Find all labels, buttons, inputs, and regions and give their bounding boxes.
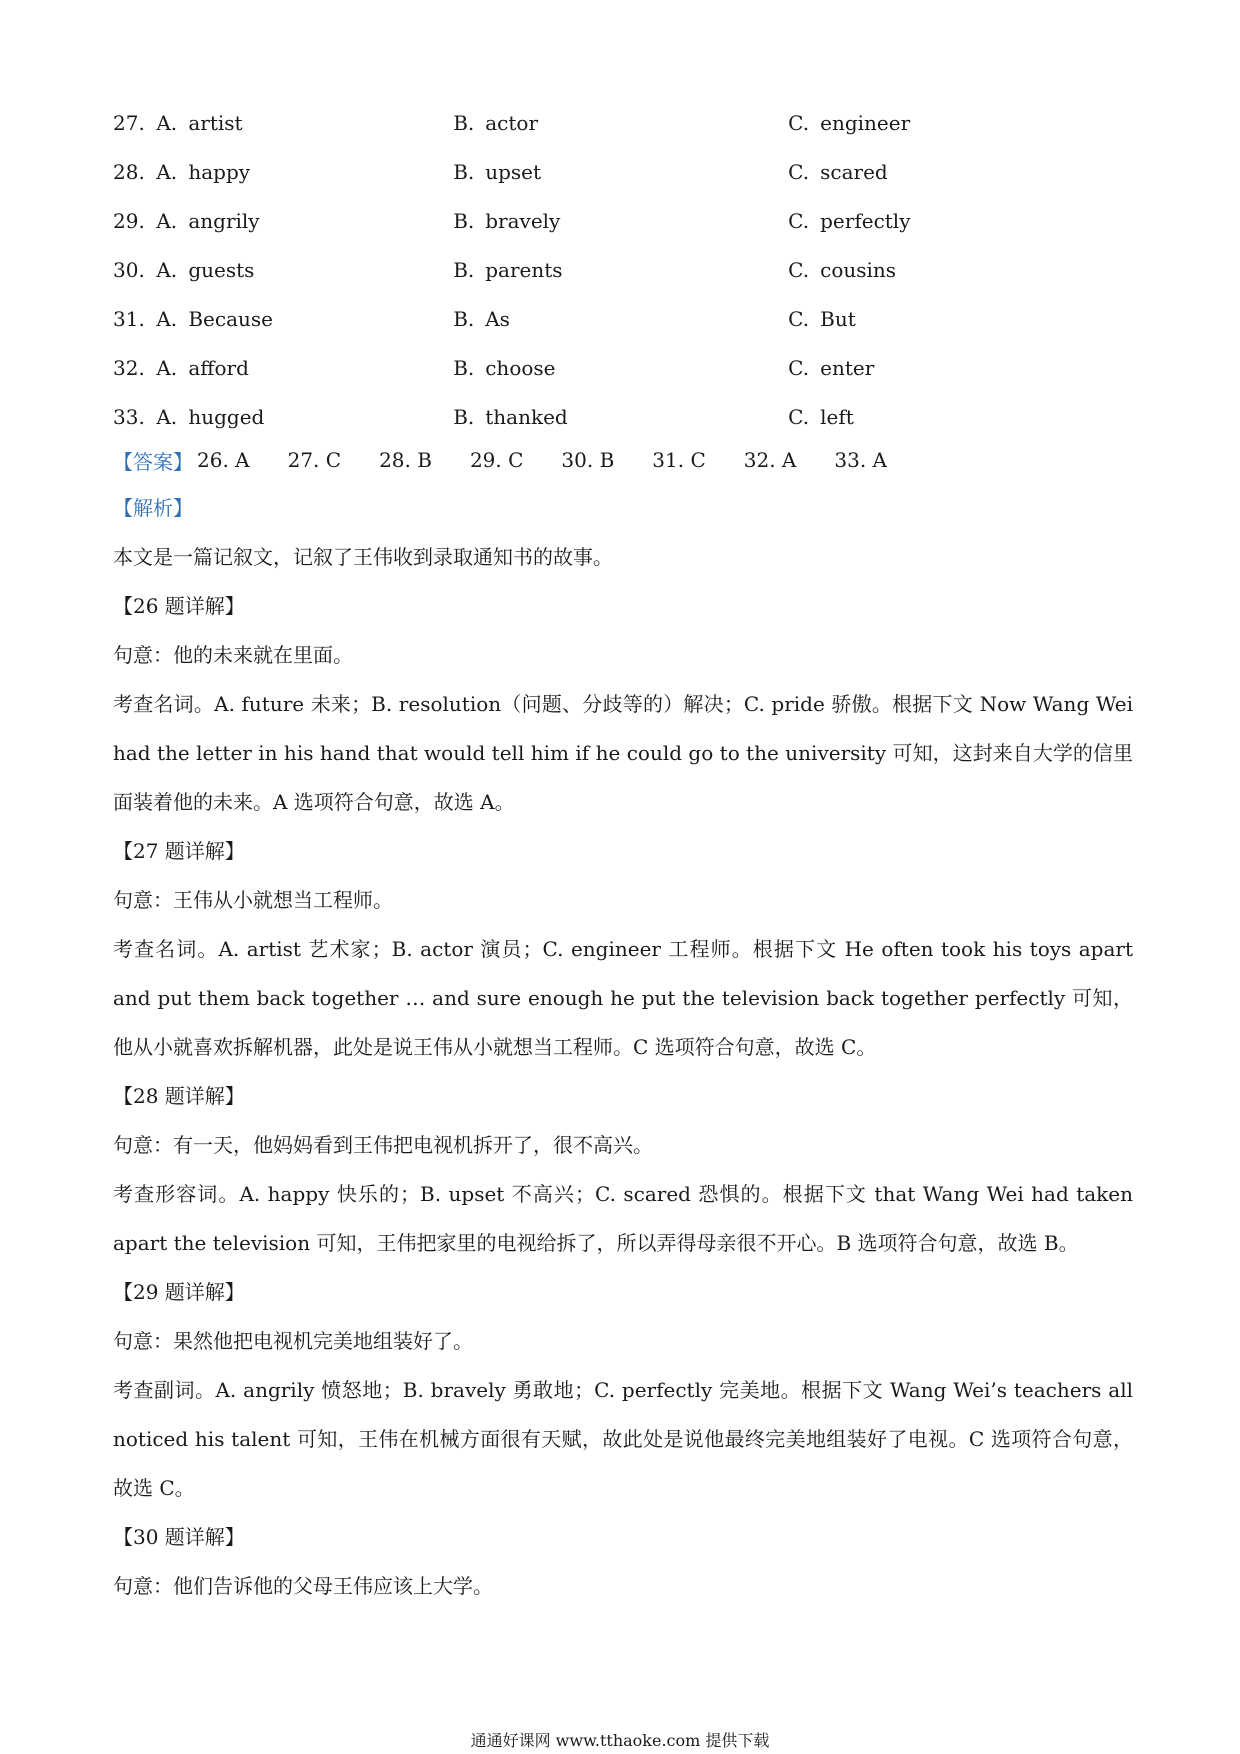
option-b: As [485, 306, 510, 331]
option-row [113, 343, 1123, 392]
detail-meaning: 句意：他们告诉他的父母王伟应该上大学。 [113, 1574, 493, 1598]
detail-meaning: 句意：他的未来就在里面。 [113, 643, 353, 667]
answer-label: 【答案】 [113, 449, 193, 474]
detail-heading: 【30 题详解】 [113, 1525, 245, 1549]
question-number: 33. [113, 404, 145, 429]
summary: 本文是一篇记叙文，记叙了王伟收到录取通知书的故事。 [113, 545, 613, 569]
option-c: scared [820, 159, 888, 184]
option-c: But [820, 306, 856, 331]
option-row [113, 392, 1123, 441]
option-row [113, 294, 1123, 343]
analysis-section [113, 484, 1133, 1611]
answer-item: 33. A [834, 448, 887, 472]
option-letter: C. [788, 110, 810, 135]
option-b: parents [485, 257, 563, 282]
option-letter: B. [453, 159, 475, 184]
page-footer: 通通好课网 www.tthaoke.com 提供下载 [470, 1731, 770, 1750]
option-letter: C. [788, 355, 810, 380]
option-b: upset [485, 159, 542, 184]
option-a: artist [188, 110, 243, 135]
detail-explanation: 考查副词。A. angrily 愤怒地；B. bravely 勇敢地；C. perfectly 完美地。根据下文 Wang Wei’s teachers all noticed his talent 可知，王伟在机械方面很有天赋，故此处是说他最终完美地组装好了电视。C 选项符合句意，故选 C。 [113, 1378, 1133, 1500]
option-a: happy [188, 159, 251, 184]
option-row [113, 245, 1123, 294]
answer-line [113, 440, 925, 480]
option-b: actor [485, 110, 538, 135]
question-number: 31. [113, 306, 145, 331]
answer-item: 30. B [561, 448, 615, 472]
question-number: 30. [113, 257, 145, 282]
option-row [113, 147, 1123, 196]
option-letter: C. [788, 208, 810, 233]
option-a: afford [188, 355, 249, 380]
detail-explanation: 考查名词。A. artist 艺术家；B. actor 演员；C. engineer 工程师。根据下文 He often took his toys apart and put them back together … and sure enough he put the television back together perfectly 可知，他从小就喜欢拆解机器，此处是说王伟从小就想当工程师。C 选项符合句意，故选 C。 [113, 937, 1133, 1059]
option-row [113, 98, 1123, 147]
answer-item: 31. C [652, 448, 706, 472]
option-letter: A. [156, 404, 178, 429]
option-b: thanked [485, 404, 568, 429]
option-row [113, 196, 1123, 245]
answer-item: 29. C [469, 448, 524, 472]
detail-heading: 【29 题详解】 [113, 1280, 245, 1304]
option-c: left [820, 404, 854, 429]
answer-item: 26. A [197, 448, 250, 472]
detail-explanation: 考查形容词。A. happy 快乐的；B. upset 不高兴；C. scared 恐惧的。根据下文 that Wang Wei had taken apart the television 可知，王伟把家里的电视给拆了，所以弄得母亲很不开心。B 选项符合句意，故选 B。 [113, 1182, 1133, 1255]
option-letter: B. [453, 355, 475, 380]
detail-meaning: 句意：王伟从小就想当工程师。 [113, 888, 393, 912]
option-a: angrily [188, 208, 260, 233]
option-letter: C. [788, 404, 810, 429]
answer-item: 27. C [287, 448, 342, 472]
option-letter: A. [156, 355, 178, 380]
option-c: perfectly [820, 208, 911, 233]
option-letter: A. [156, 110, 178, 135]
option-letter: B. [453, 404, 475, 429]
options-table [113, 98, 1123, 441]
option-c: enter [820, 355, 875, 380]
option-a: hugged [188, 404, 265, 429]
question-number: 29. [113, 208, 145, 233]
option-c: cousins [820, 257, 897, 282]
detail-heading: 【28 题详解】 [113, 1084, 245, 1108]
option-letter: A. [156, 208, 178, 233]
question-number: 27. [113, 110, 145, 135]
option-b: bravely [485, 208, 561, 233]
option-c: engineer [820, 110, 911, 135]
option-letter: C. [788, 159, 810, 184]
option-letter: A. [156, 306, 178, 331]
question-number: 28. [113, 159, 145, 184]
answer-item: 28. B [379, 448, 432, 472]
option-letter: C. [788, 257, 810, 282]
option-letter: B. [453, 208, 475, 233]
option-letter: B. [453, 306, 475, 331]
option-letter: A. [156, 159, 178, 184]
option-a: Because [188, 306, 273, 331]
detail-heading: 【26 题详解】 [113, 594, 245, 618]
option-letter: B. [453, 257, 475, 282]
answer-item: 32. A [743, 448, 797, 472]
detail-heading: 【27 题详解】 [113, 839, 245, 863]
detail-meaning: 句意：果然他把电视机完美地组装好了。 [113, 1329, 473, 1353]
detail-meaning: 句意：有一天，他妈妈看到王伟把电视机拆开了，很不高兴。 [113, 1133, 653, 1157]
option-letter: B. [453, 110, 475, 135]
option-a: guests [188, 257, 255, 282]
analysis-label: 【解析】 [113, 496, 193, 520]
option-b: choose [485, 355, 556, 380]
detail-explanation: 考查名词。A. future 未来；B. resolution（问题、分歧等的）解决；C. pride 骄傲。根据下文 Now Wang Wei had the letter in his hand that would tell him if he could go to the university 可知，这封来自大学的信里面装着他的未来。A 选项符合句意，故选 A。 [113, 692, 1133, 814]
option-letter: A. [156, 257, 178, 282]
question-number: 32. [113, 355, 145, 380]
option-letter: C. [788, 306, 810, 331]
